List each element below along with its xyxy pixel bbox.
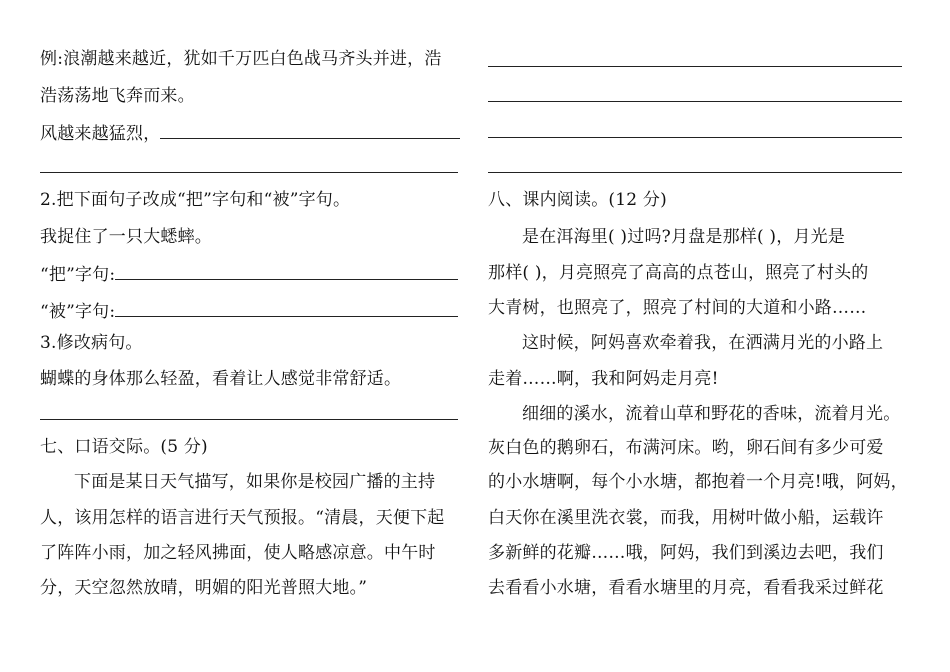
- q2-ba-label: “把”字句:: [40, 265, 116, 285]
- section-7-title: 七、口语交际。(5 分): [40, 437, 208, 457]
- section-7-para-line-2: 人，该用怎样的语言进行天气预报。“清晨，天便下起: [40, 508, 445, 528]
- q3-title: 3.修改病句。: [40, 333, 143, 353]
- passage-line-10: 多新鲜的花瓣……哦，阿妈，我们到溪边去吧，我们: [488, 543, 884, 563]
- q2-ba-row: [40, 261, 458, 287]
- example-line-1: 例:浪潮越来越近，犹如千万匹白色战马齐头并进，浩: [40, 49, 442, 69]
- answer-line-4[interactable]: [488, 172, 902, 173]
- wind-prompt-line: [40, 120, 460, 146]
- passage-line-5: 走着……啊，我和阿妈走月亮!: [488, 369, 719, 389]
- passage-line-9: 白天你在溪里洗衣裳，而我，用树叶做小船，运载许: [488, 508, 884, 528]
- passage-line-7: 灰白色的鹅卵石，布满河床。哟，卵石间有多少可爱: [488, 438, 884, 458]
- passage-line-8: 的小水塘啊，每个小水塘，都抱着一个月亮!哦，阿妈，: [488, 472, 908, 492]
- q3-answer-line[interactable]: [40, 419, 458, 420]
- passage-line-2: 那样( )，月亮照亮了高高的点苍山，照亮了村头的: [488, 263, 869, 283]
- q2-sentence: 我捉住了一只大蟋蟀。: [40, 227, 212, 247]
- passage-line-4: 这时候，阿妈喜欢牵着我，在洒满月光的小路上: [522, 333, 884, 353]
- example-line-2: 浩荡荡地飞奔而来。: [40, 86, 195, 106]
- answer-line-1[interactable]: [488, 66, 902, 67]
- passage-line-1: 是在洱海里( )过吗?月盘是那样( )，月光是: [522, 227, 846, 247]
- wind-prompt-text: 风越来越猛烈，: [40, 124, 161, 144]
- q3-sentence: 蝴蝶的身体那么轻盈，看着让人感觉非常舒适。: [40, 369, 402, 389]
- answer-line-3[interactable]: [488, 137, 902, 138]
- section-7-para-line-3: 了阵阵小雨，加之轻风拂面，使人略感凉意。中午时: [40, 543, 436, 563]
- section-7-para-line-4: 分，天空忽然放晴，明媚的阳光普照大地。”: [40, 578, 368, 598]
- wind-answer-blank[interactable]: [160, 120, 460, 139]
- section-8-title: 八、课内阅读。(12 分): [488, 190, 667, 210]
- q2-ba-answer-blank[interactable]: [115, 261, 458, 280]
- q2-bei-label: “被”字句:: [40, 302, 116, 322]
- passage-line-6: 细细的溪水，流着山草和野花的香味，流着月光。: [522, 404, 901, 424]
- section-7-para-line-1: 下面是某日天气描写，如果你是校园广播的主持: [74, 472, 436, 492]
- wind-answer-line-2[interactable]: [40, 172, 458, 173]
- passage-line-11: 去看看小水塘，看看水塘里的月亮，看看我采过鲜花: [488, 578, 884, 598]
- q2-bei-answer-blank[interactable]: [115, 298, 458, 317]
- passage-line-3: 大青树，也照亮了，照亮了村间的大道和小路……: [488, 298, 867, 318]
- q2-title: 2.把下面句子改成“把”字句和“被”字句。: [40, 190, 351, 210]
- q2-bei-row: [40, 298, 458, 324]
- answer-line-2[interactable]: [488, 101, 902, 102]
